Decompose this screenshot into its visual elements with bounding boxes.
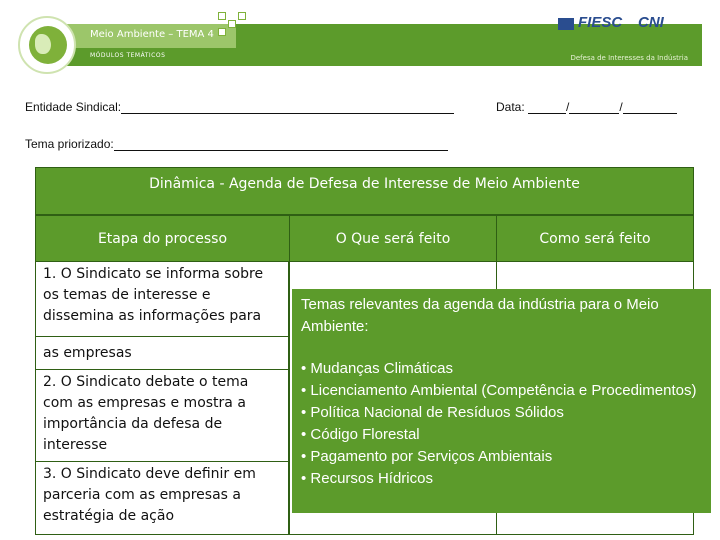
column-header-what: O Que será feito <box>289 215 497 262</box>
process-step-2: 2. O Sindicato debate o tema com as empresas e mostra a importância da defesa de interesse <box>35 369 289 462</box>
banner-title: Meio Ambiente – TEMA 4 <box>90 29 214 40</box>
topics-intro: Temas relevantes da agenda da indústria para o Meio Ambiente: <box>301 296 659 335</box>
topic-item: • Mudanças Climáticas <box>301 360 453 377</box>
date-separator: / <box>619 100 623 114</box>
process-step-1-continued: as empresas <box>35 336 289 370</box>
fiesc-logo-icon <box>558 18 574 30</box>
theme-line[interactable] <box>114 138 448 151</box>
date-day-line[interactable] <box>528 101 566 114</box>
banner-subtitle: MÓDULOS TEMÁTICOS <box>90 52 166 59</box>
topic-item: • Licenciamento Ambiental (Competência e Procedimentos) <box>301 382 697 399</box>
process-step-1: 1. O Sindicato se informa sobre os temas de interesse e dissemina as informações para <box>35 261 289 337</box>
topic-item: • Política Nacional de Resíduos Sólidos <box>301 404 564 421</box>
globe-icon <box>29 26 67 64</box>
date-label: Data: <box>496 100 525 114</box>
date-month-line[interactable] <box>569 101 619 114</box>
entity-line[interactable] <box>121 101 454 114</box>
date-field[interactable] <box>496 100 677 114</box>
topics-list <box>301 358 701 490</box>
fiesc-brand: FIESC <box>578 14 623 31</box>
entity-field[interactable] <box>25 100 454 114</box>
topics-box <box>292 289 711 513</box>
theme-field[interactable] <box>25 137 448 151</box>
cni-brand: CNI <box>638 14 664 31</box>
table-title: Dinâmica - Agenda de Defesa de Interesse de Meio Ambiente <box>35 167 694 215</box>
header-banner <box>12 12 702 68</box>
topic-item: • Pagamento por Serviços Ambientais <box>301 448 553 465</box>
decor-square-icon <box>218 12 226 20</box>
column-header-stage: Etapa do processo <box>35 215 290 262</box>
process-step-3: 3. O Sindicato deve definir em parceria com as empresas a estratégia de ação <box>35 461 289 535</box>
theme-label: Tema priorizado: <box>25 137 114 151</box>
entity-label: Entidade Sindical: <box>25 100 122 114</box>
topic-item: • Recursos Hídricos <box>301 470 433 487</box>
banner-tagline: Defesa de Interesses da Indústria <box>570 54 688 62</box>
decor-square-icon <box>228 20 236 28</box>
date-year-line[interactable] <box>623 101 677 114</box>
decor-square-icon <box>238 12 246 20</box>
column-header-how: Como será feito <box>496 215 694 262</box>
date-separator: / <box>566 100 570 114</box>
decor-square-icon <box>218 28 226 36</box>
topic-item: • Código Florestal <box>301 426 420 443</box>
